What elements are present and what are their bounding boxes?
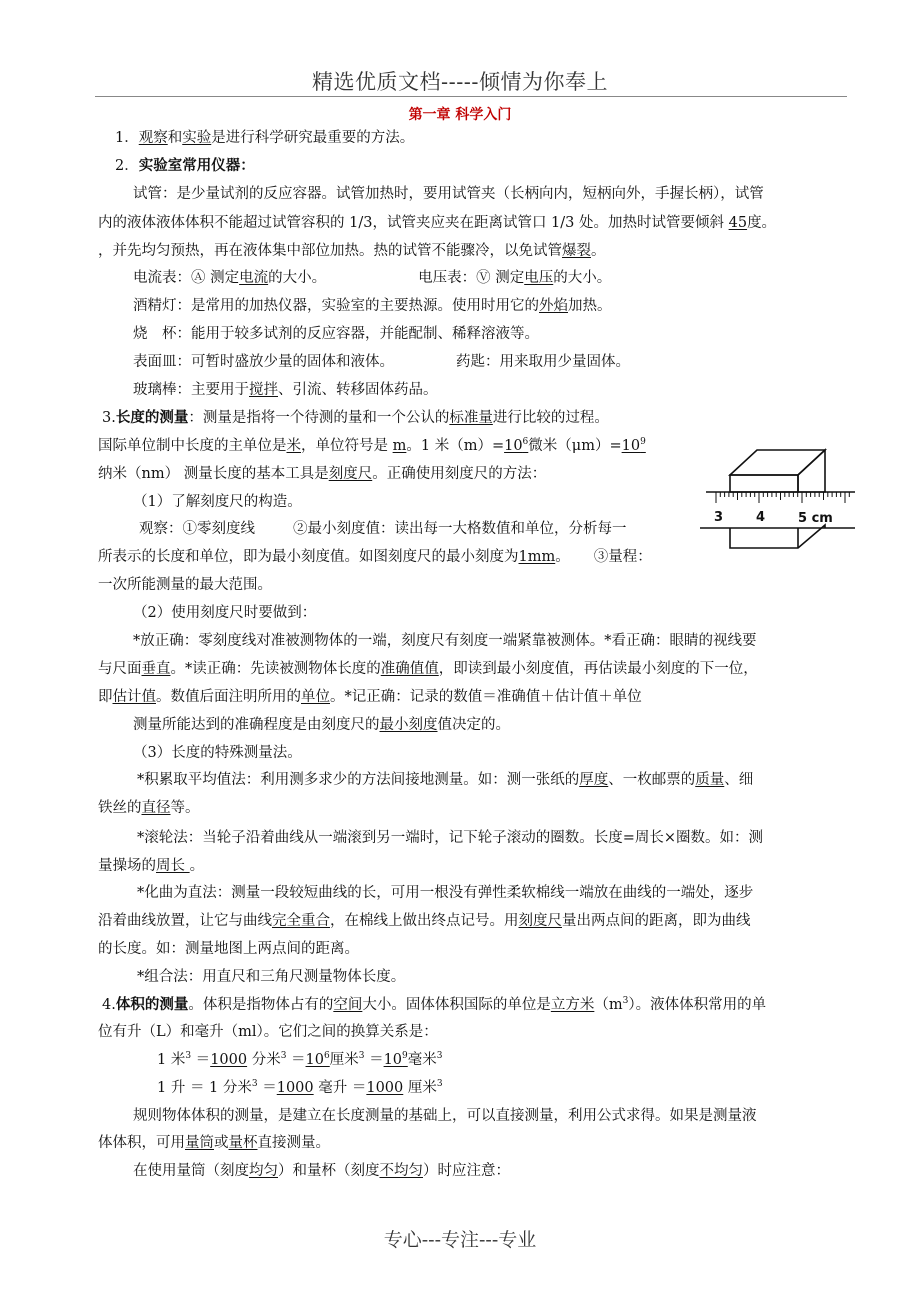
line-12: 国际单位制中长度的主单位是米，单位符号是 m。1 米$(m)=10^6$微米$(\mu m)=10^9$	[98, 437, 646, 454]
line-18: （2）使用刻度尺时要做到：	[133, 605, 317, 621]
line-23: （3）长度的特殊测量法。	[133, 745, 302, 761]
line-27: 量操场的周长 。	[98, 858, 205, 874]
line-35: 1 升 ＝ 1 分米$^3$ ＝1000 毫升 ＝1000 厘米$^3$	[157, 1079, 443, 1096]
line-6: 电流表：Ⓐ 测定电流的大小。 电压表：Ⓥ 测定电压的大小。	[133, 270, 612, 286]
line-13: 纳米（nm） 测量长度的基本工具是刻度尺。正确使用刻度尺的方法：	[98, 466, 547, 482]
ruler-ticks	[716, 492, 849, 503]
line-22: 测量所能达到的准确程度是由刻度尺的最小刻度值决定的。	[133, 717, 510, 733]
tick-label-3: 3	[714, 510, 724, 525]
line-26: *滚轮法：当轮子沿着曲线从一端滚到另一端时，记下轮子滚动的圈数。长度=周长×圈数。如：测	[137, 830, 764, 846]
line-17: 一次所能测量的最大范围。	[98, 577, 272, 593]
line-34: 1 米$^3$ ＝1000 分米$^3 =10^6$厘米$^3 =10^9$毫米$^3$	[157, 1051, 443, 1068]
line-8: 烧 杯：能用于较多试剂的反应容器，并能配制、稀释溶液等。	[133, 326, 539, 342]
line-21: 即估计值。数值后面注明所用的单位。*记正确：记录的数值＝准确值＋估计值＋单位	[98, 689, 642, 705]
tick-label-4: 4	[756, 510, 766, 525]
line-16: 所表示的长度和单位，即为最小刻度值。如图刻度尺的最小刻度为1mm。 ③量程：	[98, 549, 652, 565]
ruler-measurement-figure	[700, 445, 865, 555]
line-7: 酒精灯：是常用的加热仪器，实验室的主要热源。使用时用它的外焰加热。	[133, 298, 612, 314]
line-29: 沿着曲线放置，让它与曲线完全重合，在棉线上做出终点记号。用刻度尺量出两点间的距离，即为曲线	[98, 913, 751, 929]
line-1: 1．观察和实验是进行科学研究最重要的方法。	[115, 130, 415, 146]
line-25: 铁丝的直径等。	[98, 800, 200, 816]
line-11: 3.长度的测量：测量是指将一个待测的量和一个公认的标准量进行比较的过程。	[102, 409, 609, 426]
line-38: 在使用量筒（刻度均匀）和量杯（刻度不均匀）时应注意：	[133, 1163, 510, 1179]
line-24: *积累取平均值法：利用测多求少的方法间接地测量。如：测一张纸的厚度、一枚邮票的质量、细	[137, 772, 754, 788]
line-19: *放正确：零刻度线对准被测物体的一端，刻度尺有刻度一端紧靠被测体。*看正确：眼睛的视线要	[133, 633, 757, 649]
line-9: 表面皿：可暂时盛放少量的固体和液体。 药匙：用来取用少量固体。	[133, 354, 630, 370]
line-2: 2．实验室常用仪器：	[115, 157, 255, 174]
line-5: ，并先均匀预热，再在液体集中部位加热。热的试管不能骤冷，以免试管爆裂。	[98, 243, 606, 259]
header-divider	[95, 96, 847, 97]
line-37: 体体积，可用量筒或量杯直接测量。	[98, 1135, 330, 1151]
line-10: 玻璃棒：主要用于搅拌、引流、转移固体药品。	[133, 382, 438, 398]
voltmeter-icon: Ⓥ	[476, 270, 491, 286]
line-4: 内的液体液体体积不能超过试管容积的 1/3，试管夹应夹在距离试管口 1/3 处。加热时试管要倾斜 45度。	[98, 215, 777, 231]
page-footer: 专心---专注---专业	[383, 1229, 537, 1251]
page-header: 精选优质文档-----倾情为你奉上	[312, 70, 608, 94]
line-36: 规则物体体积的测量，是建立在长度测量的基础上，可以直接测量，利用公式求得。如果是测量液	[133, 1108, 757, 1124]
line-31: *组合法：用直尺和三角尺测量物体长度。	[137, 969, 406, 985]
line-20: 与尺面垂直。*读正确：先读被测物体长度的准确值值，即读到最小刻度值，再估读最小刻度的下一位，	[98, 661, 758, 677]
block-front-face	[730, 475, 798, 492]
chapter-title: 第一章 科学入门	[408, 107, 512, 123]
line-33: 位有升（L）和毫升（ml）。它们之间的换算关系是：	[98, 1024, 438, 1040]
line-3: 试管：是少量试剂的反应容器。试管加热时，要用试管夹（长柄向内，短柄向外，手握长柄），试管	[133, 186, 764, 202]
line-14: （1）了解刻度尺的构造。	[133, 494, 302, 510]
line-28: *化曲为直法：测量一段较短曲线的长，可用一根没有弹性柔软棉线一端放在曲线的一端处，逐步	[137, 885, 754, 901]
block-side-face	[798, 450, 825, 492]
line-15: 观察：①零刻度线 ②最小刻度值：读出每一大格数值和单位，分析每一	[139, 521, 627, 537]
line-32: 4.体积的测量。体积是指物体占有的空间大小。固体体积国际的单位是立方米$(m^3)$。液体体积常用的单	[102, 996, 767, 1013]
ammeter-icon: Ⓐ	[191, 270, 206, 286]
tick-label-5cm: 5 cm	[798, 511, 833, 526]
line-30: 的长度。如：测量地图上两点间的距离。	[98, 941, 359, 957]
